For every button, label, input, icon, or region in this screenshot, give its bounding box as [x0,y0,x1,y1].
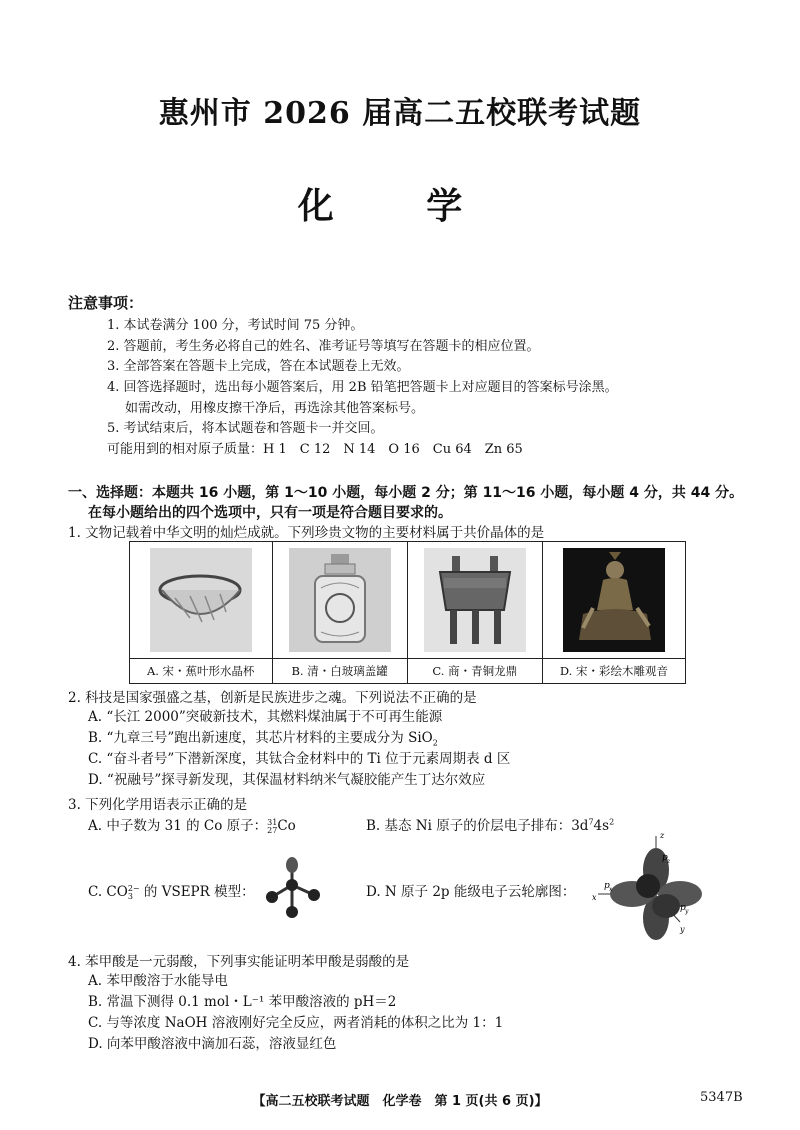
orbital-label: p [680,903,686,913]
relic-option-a: A. 宋・蕉叶形水晶杯 [130,659,273,684]
relic-image-cell [272,542,407,659]
p-orbital-figure [590,828,702,948]
question-2-stem: 2. 科技是国家强盛之基，创新是民族进步之魂。下列说法不正确的是 [68,690,477,706]
q3-option-b [366,814,614,834]
glass-jar-image [289,548,391,652]
q2-option-b-subscript: 2 [432,738,438,748]
q3-option-b-4s: 4s [593,818,610,834]
question-3-stem: 3. 下列化学用语表示正确的是 [68,797,248,813]
q4-option-a: A. 苯甲酸溶于水能导电 [88,973,228,989]
crystal-cup-image [150,548,252,652]
notice-item: 5. 考试结束后，将本试题卷和答题卡一并交回。 [107,421,384,437]
q3-nuclide-numbers [267,819,277,835]
orbital-label: z [667,858,671,865]
question-4-stem: 4. 苯甲酸是一元弱酸，下列事实能证明苯甲酸是弱酸的是 [68,954,410,970]
q3-carbonate-subscript: 3 [127,891,133,901]
section-subheading: 在每小题给出的四个选项中，只有一项是符合题目要求的。 [88,505,452,521]
notice-item: 4. 回答选择题时，选出每小题答案后，用 2B 铅笔把答题卡上对应题目的答案标号涂黑。 [107,380,618,396]
exam-code: 5347B [700,1090,743,1105]
notice-item: 2. 答题前，考生务必将自己的姓名、准考证号等填写在答题卡的相应位置。 [107,338,540,354]
subject-title: 化 学 [297,185,503,227]
q3-option-b-sup-d: 7 [588,817,594,827]
relic-option-d: D. 宋・彩绘木雕观音 [542,659,685,684]
q3-option-c-prefix: C. CO [88,884,128,900]
q3-option-d: D. N 原子 2p 能级电子云轮廓图： [366,884,576,900]
q4-option-b: B. 常温下测得 0.1 mol・L⁻¹ 苯甲酸溶液的 pH＝2 [88,994,397,1010]
vsepr-model-figure [258,855,330,920]
orbital-label: x [592,893,597,902]
bronze-ding-image [424,548,526,652]
q3-option-a [88,814,296,835]
q2-option-c: C. “奋斗者号”下潜新深度，其钛合金材料中的 Ti 位于元素周期表 d 区 [88,751,511,767]
relic-option-b: B. 清・白玻璃盖罐 [272,659,407,684]
orbital-label: p [662,853,668,863]
page-footer: 【高二五校联考试题 化学卷 第 1 页(共 6 页)】 [252,1094,548,1109]
notice-item: 3. 全部答案在答题卡上完成，答在本试题卷上无效。 [107,359,410,375]
q3-option-b-text: B. 基态 Ni 原子的价层电子排布：3d [366,818,589,834]
q3-option-c-suffix: 的 VSEPR 模型： [139,884,255,900]
section-heading: 一、选择题：本题共 16 小题，第 1～10 小题，每小题 2 分；第 11～16 小题，每小题 4 分，共 44 分。 [68,485,744,501]
question-2-options [88,707,510,791]
q3-option-a-text: A. 中子数为 31 的 Co 原子： [88,818,268,834]
q3-option-b-sup-s: 2 [609,817,615,827]
q3-option-c [88,880,255,901]
q2-option-d: D. “祝融号”探寻新发现，其保温材料纳米气凝胶能产生丁达尔效应 [88,772,486,788]
orbital-label: p [604,881,610,891]
q3-atomic-number: 27 [267,825,278,835]
q2-option-a: A. “长江 2000”突破新技术，其燃料煤油属于不可再生能源 [88,709,443,725]
relic-image-cell [130,542,273,659]
question-4-options [88,971,503,1055]
notice-heading: 注意事项： [68,294,144,312]
q2-option-b-text: B. “九章三号”跑出新速度，其芯片材料的主要成分为 SiO [88,730,433,746]
notice-item: 1. 本试卷满分 100 分，考试时间 75 分钟。 [107,318,364,333]
q4-option-c: C. 与等浓度 NaOH 溶液刚好完全反应，两者消耗的体积之比为 1：1 [88,1015,504,1031]
relic-image-cell [542,542,685,659]
atomic-masses: 可能用到的相对原子质量：H 1 C 12 N 14 O 16 Cu 64 Zn 65 [107,442,523,458]
question-1-stem: 1. 文物记载着中华文明的灿烂成就。下列珍贵文物的主要材料属于共价晶体的是 [68,525,545,541]
guanyin-statue-image [563,548,665,652]
q3-mass-number: 31 [267,817,278,827]
notice-list [107,316,618,461]
relic-table [129,541,686,684]
q3-carbonate-superscript: 2− [127,883,140,893]
q4-option-d: D. 向苯甲酸溶液中滴加石蕊，溶液显红色 [88,1036,337,1052]
orbital-label: y [685,908,689,915]
relic-image-cell [407,542,542,659]
q2-option-b [88,728,510,749]
orbital-label: z [660,831,665,840]
relic-option-c: C. 商・青铜龙鼎 [407,659,542,684]
q3-carbonate-charge [128,885,140,901]
orbital-label: x [609,886,613,893]
q3-cobalt-symbol: Co [277,818,296,834]
notice-item: 如需改动，用橡皮擦干净后，再选涂其他答案标号。 [125,400,425,416]
orbital-label: y [680,925,685,934]
exam-title: 惠州市 2026 届高二五校联考试题 [158,96,642,131]
